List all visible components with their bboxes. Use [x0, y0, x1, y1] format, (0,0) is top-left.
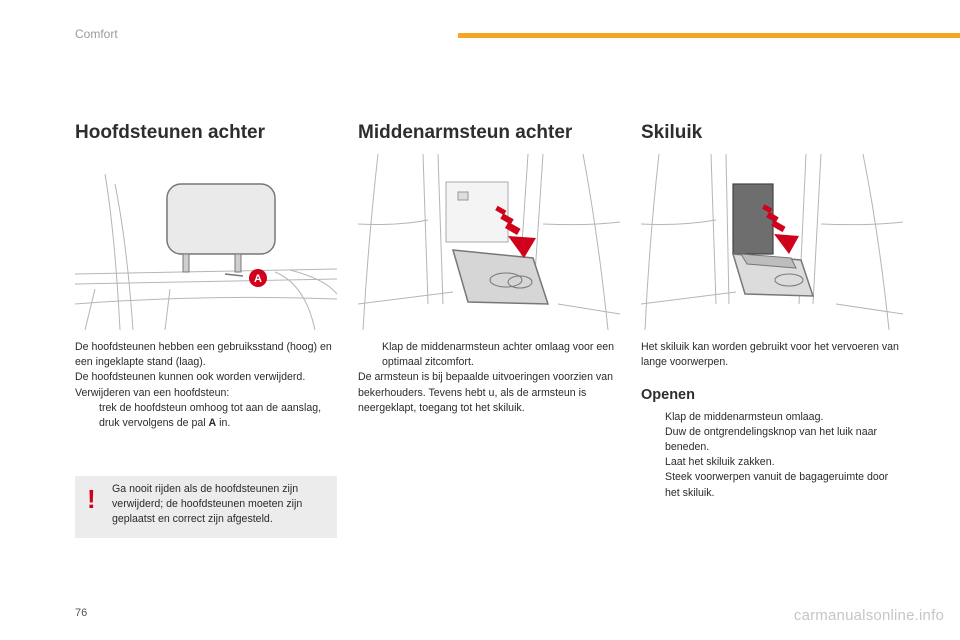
headrest-cushion [167, 184, 275, 254]
paragraph: De hoofdsteunen kunnen ook worden verwijderd. [75, 371, 306, 384]
text-ski-hatch [641, 340, 903, 501]
subheading-open: Openen [641, 387, 695, 404]
warning-icon: ! [87, 484, 96, 514]
heading-ski-hatch: Skiluik [641, 122, 703, 143]
text-rear-headrests [75, 340, 337, 431]
list-item: Klap de middenarmsteun achter omlaag voor een optimaal zitcomfort. [382, 341, 615, 369]
column-ski-hatch [641, 122, 903, 499]
list-item: Duw de ontgrendelingsknop van het luik naar beneden. [665, 425, 878, 454]
column-rear-armrest [358, 122, 620, 414]
warning-text: Ga nooit rijden als de hoofdsteunen zijn verwijderd; de hoofdsteunen moeten zijn geplaatst en correct zijn afgesteld. [112, 483, 303, 526]
armrest-illustration [358, 154, 620, 330]
watermark: carmanualsonline.info [793, 607, 944, 624]
warning-box [75, 476, 337, 538]
list-item: Klap de middenarmsteun omlaag. [665, 410, 824, 423]
headrest-drawing [75, 154, 337, 330]
heading-rear-armrest: Middenarmsteun achter [358, 122, 573, 143]
paragraph: Het skiluik kan worden gebruikt voor het vervoeren van lange voorwerpen. [641, 341, 899, 369]
heading-rear-headrests: Hoofdsteunen achter [75, 122, 266, 143]
armrest-shape [453, 250, 548, 304]
list-item: Steek voorwerpen vanuit de bagageruimte door het skiluik. [665, 471, 889, 499]
ski-hatch-illustration [641, 154, 903, 330]
latch-label: A [208, 417, 217, 430]
headrest-illustration [75, 154, 337, 330]
paragraph: De hoofdsteunen hebben een gebruiksstand (hoog) en een ingeklapte stand (laag). [75, 341, 332, 369]
list-item: Laat het skiluik zakken. [665, 456, 775, 469]
paragraph: De armsteun is bij bepaalde uitvoeringen voorzien van bekerhouders. Tevens hebt u, als de armsteun is neergeklapt, toegang tot het skiluik. [358, 371, 613, 414]
ski-hatch-opening [733, 184, 773, 254]
callout-a-label: A [254, 273, 262, 285]
text-rear-armrest [358, 340, 620, 416]
section-label: Comfort [75, 27, 118, 41]
armrest-drawing [358, 154, 620, 330]
page-number: 76 [75, 607, 88, 619]
ski-hatch-drawing [641, 154, 903, 330]
paragraph: Verwijderen van een hoofdsteun: [75, 386, 230, 399]
accent-bar [458, 33, 960, 38]
list-item: trek de hoofdsteun omhoog tot aan de aanslag, [99, 401, 322, 414]
column-rear-headrests [75, 122, 337, 526]
list-item: druk vervolgens de pal A in. [99, 417, 231, 430]
